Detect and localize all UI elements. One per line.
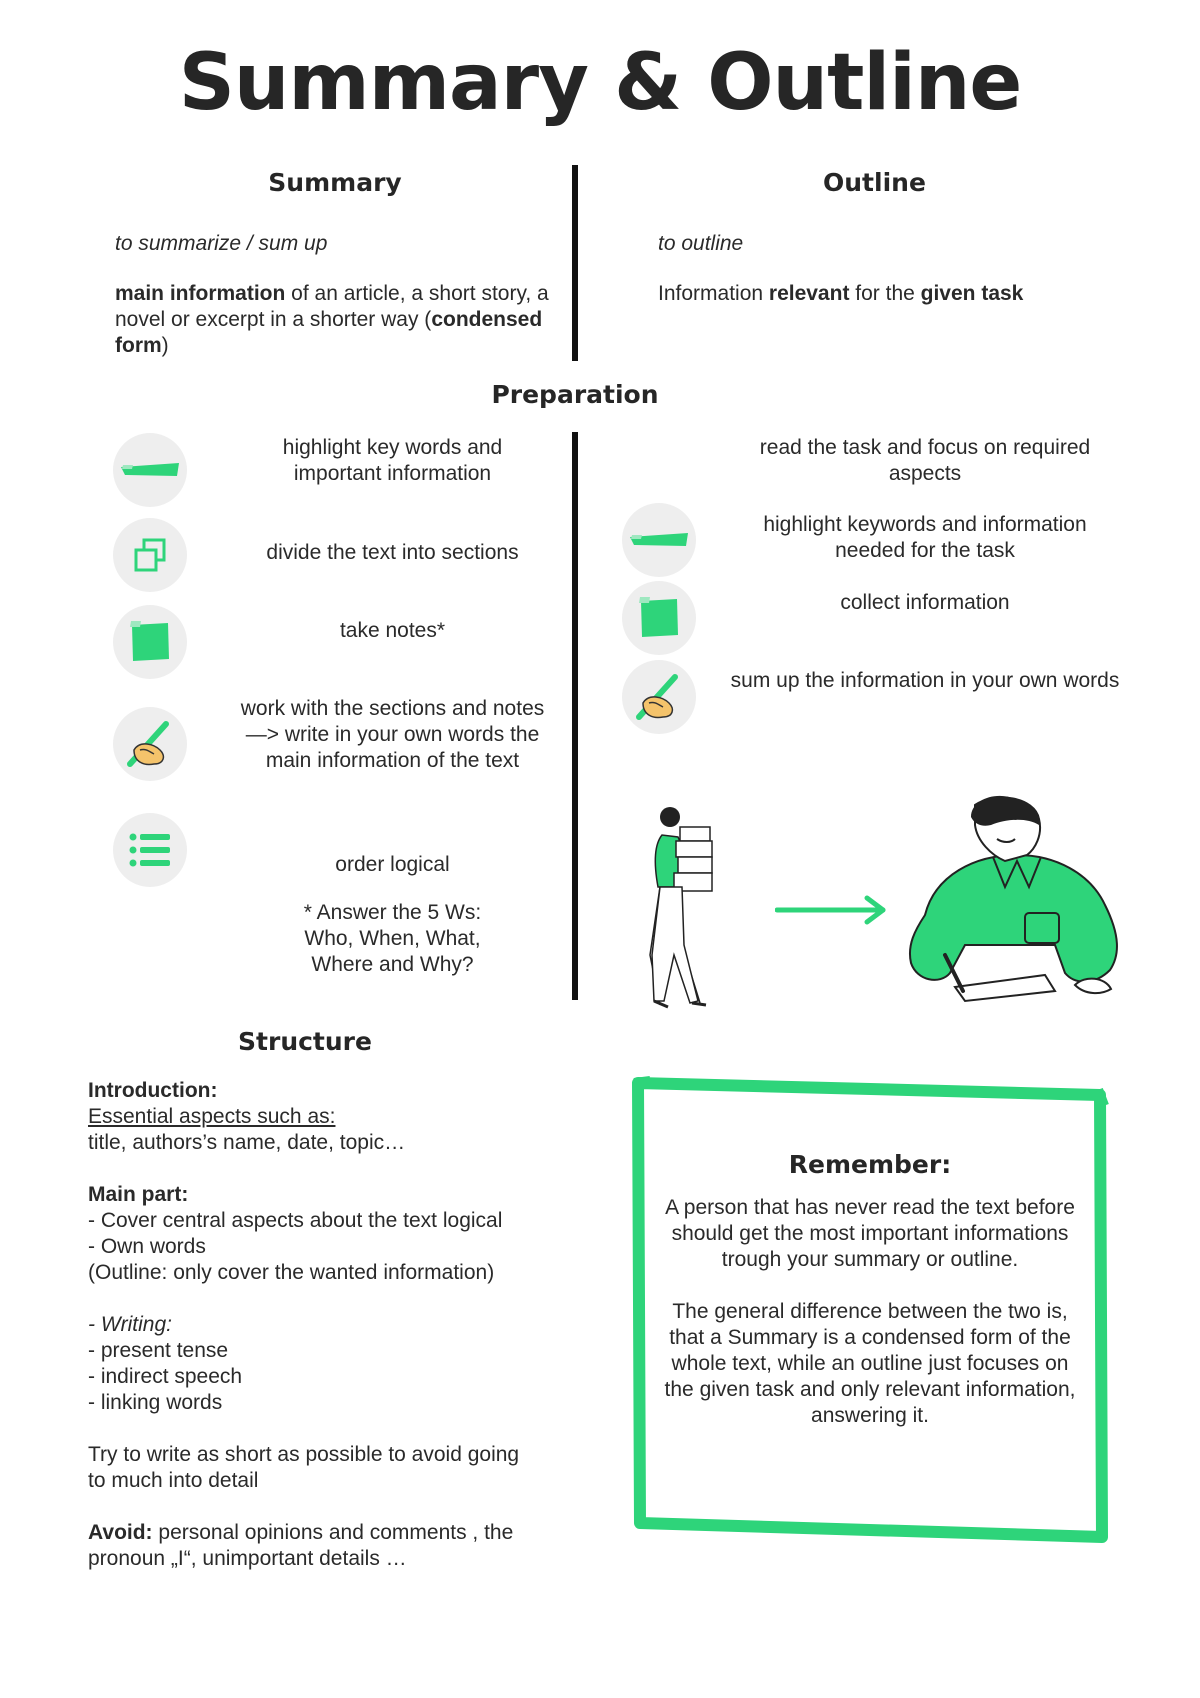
writing-line: - indirect speech [88,1365,243,1388]
prep-left-step-1: highlight key words and important information [282,436,503,485]
structure-short-note [88,1442,588,1494]
writing-label: - Writing: [88,1313,172,1336]
short-text: Try to write as short as possible to avoid going to much into detail [88,1443,520,1492]
main-line: - Cover central aspects about the text logical [88,1209,503,1232]
arrow-right-icon [775,895,890,925]
list-icon [113,813,187,887]
outline-column [658,168,1118,307]
summary-verb: to summarize / sum up [115,232,328,255]
avoid-label: Avoid: [88,1521,153,1544]
intro-text: title, authors’s name, date, topic… [88,1131,406,1154]
sticky-note-icon [113,605,187,679]
page-title: Summary & Outline [178,38,1022,128]
summary-definition [115,281,555,359]
summary-column [115,168,555,359]
summary-heading: Summary [268,168,402,197]
prep-left-step-5: order logical [335,853,450,876]
sticky-note-icon [622,581,696,655]
summary-def-text2: ) [161,334,169,357]
intro-label: Introduction: [88,1079,218,1102]
prep-right-step-4: sum up the information in your own words [730,669,1120,692]
writing-line: - linking words [88,1391,223,1414]
preparation-divider [572,432,578,1000]
outline-def-bold1: relevant [768,282,850,305]
outline-def-text2: for the [849,282,921,305]
preparation-heading: Preparation [491,380,659,409]
five-ws-note: * Answer the 5 Ws: Who, When, What, Where and Why? [303,901,482,976]
writing-hand-icon [622,660,696,734]
structure-introduction [88,1078,588,1156]
avoid-text: personal opinions and comments , the pronoun „I“, unimportant details … [88,1521,514,1570]
structure-main-part [88,1182,588,1286]
intro-subheading: Essential aspects such as: [88,1105,336,1128]
main-line: (Outline: only cover the wanted information) [88,1261,495,1284]
structure-avoid [88,1520,588,1572]
prep-right-step-1: read the task and focus on required aspects [759,436,1091,485]
person-carrying-boxes-illustration [640,805,735,1015]
structure-section [88,1078,588,1598]
summary-def-bold1: main information [115,282,286,305]
outline-verb: to outline [658,232,744,255]
prep-right-step-3: collect information [840,591,1010,614]
prep-right-step-2: highlight keywords and information needed for the task [763,513,1087,562]
structure-writing [88,1312,588,1416]
summary-def-text1: of an article, a short story, a novel or excerpt in a shorter way ( [115,282,549,331]
main-line: - Own words [88,1235,206,1258]
prep-left-step-2: divide the text into sections [266,541,519,564]
copy-sections-icon [113,518,187,592]
outline-def-text1: Information [658,282,769,305]
remember-box [660,1150,1080,1429]
prep-left-step-4: work with the sections and notes —> write in your own words the main information of the text [240,697,545,772]
remember-paragraph-2: The general difference between the two is, that a Summary is a condensed form of the whole text, while an outline just focuses on the given task and only relevant information, answering it. [664,1300,1076,1427]
main-part-label: Main part: [88,1183,189,1206]
outline-def-bold2: given task [920,282,1024,305]
structure-heading: Structure [238,1027,372,1056]
outline-heading: Outline [823,168,926,197]
summary-def-bold2: condensed form [115,308,543,357]
prep-left-step-3: take notes* [339,619,446,642]
man-writing-illustration [905,795,1130,1010]
writing-hand-icon [113,707,187,781]
outline-definition [658,281,1118,307]
remember-paragraph-1: A person that has never read the text before should get the most important informations trough your summary or outline. [665,1196,1075,1271]
remember-heading: Remember: [788,1150,952,1179]
highlighter-icon [113,433,187,507]
writing-line: - present tense [88,1339,229,1362]
highlighter-icon [622,503,696,577]
top-divider [572,165,578,361]
